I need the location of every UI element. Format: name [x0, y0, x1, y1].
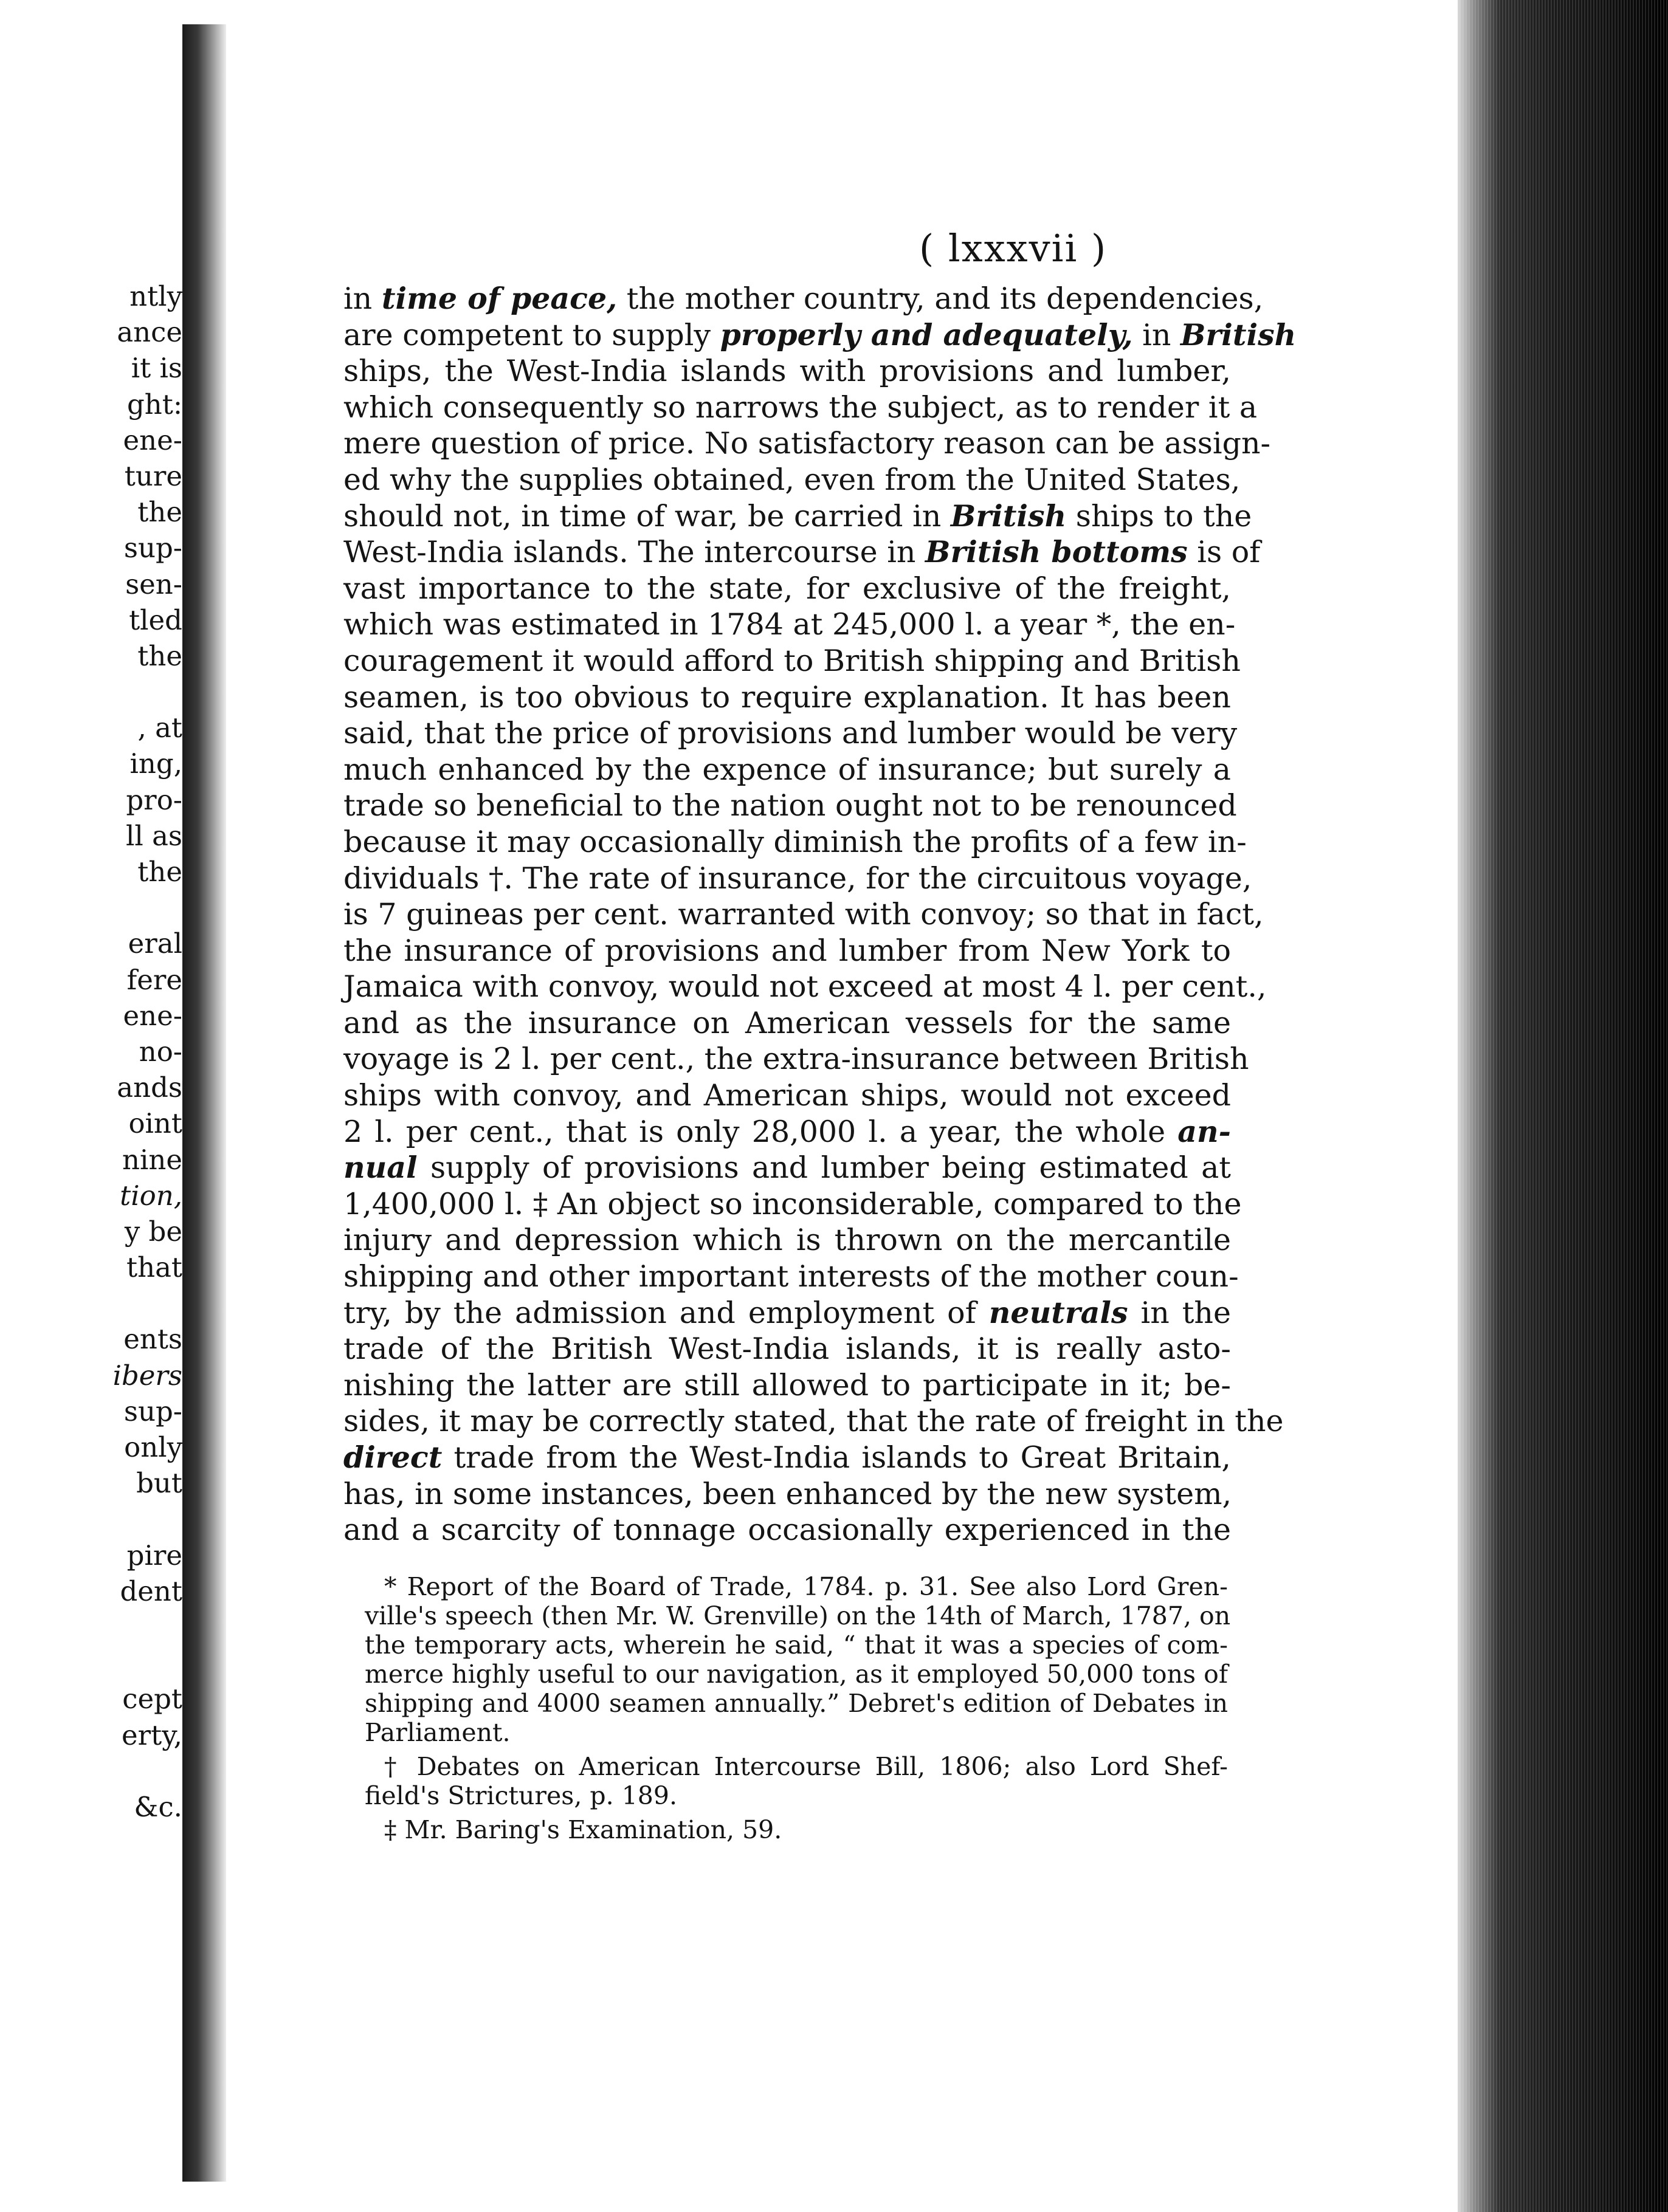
body-line: nual supply of provisions and lumber being estimated at: [343, 1150, 1231, 1186]
body-line: seamen, is too obvious to require explanation. It has been: [343, 679, 1231, 715]
left-fragment-line: sen-: [125, 568, 182, 600]
left-fragment-line: the: [137, 639, 182, 672]
left-fragment-line: but: [136, 1467, 182, 1500]
italic-phrase: time of peace,: [381, 281, 618, 316]
left-fragment-line: ght:: [126, 388, 182, 421]
body-line: is 7 guineas per cent. warranted with convoy; so that in fact,: [343, 897, 1264, 932]
body-line: vast importance to the state, for exclusive of the freight,: [343, 571, 1231, 606]
body-line: said, that the price of provisions and lumber would be very: [343, 716, 1238, 751]
body-line: are competent to supply properly and adequately, in British: [343, 317, 1297, 352]
body-line: should not, in time of war, be carried in British ships to the: [343, 498, 1252, 534]
left-fragment-line: ing,: [129, 747, 182, 780]
footnote-line: ‡ Mr. Baring's Examination, 59.: [384, 1815, 782, 1844]
left-fragment-line: ll as: [125, 819, 182, 852]
left-fragment-line: nine: [122, 1143, 182, 1176]
italic-phrase: British bottoms: [925, 534, 1188, 570]
left-fragment-line: no-: [139, 1035, 182, 1068]
page-edges: [1458, 0, 1668, 2212]
footnote-line: shipping and 4000 seamen annually.” Debret's edition of Debates in: [365, 1689, 1228, 1718]
left-fragment-line: pro-: [126, 783, 182, 816]
left-fragment-line: [0, 1753, 182, 1789]
left-fragment-line: [0, 1645, 182, 1681]
left-fragment-line: [0, 674, 182, 710]
italic-phrase: neutrals: [988, 1294, 1128, 1330]
body-line: dividuals †. The rate of insurance, for the circuitous voyage,: [343, 860, 1252, 896]
page-number: ( lxxxvii ): [919, 226, 1108, 270]
left-page-text-fragments: [0, 278, 182, 1825]
left-fragment-line: ntly: [129, 280, 182, 312]
left-fragment-line: the: [137, 496, 182, 529]
left-fragment-line: pire: [126, 1539, 182, 1571]
body-line: 2 l. per cent., that is only 28,000 l. a year, the whole an-: [343, 1113, 1231, 1149]
body-line: trade of the British West-India islands, it is really asto-: [343, 1331, 1231, 1367]
body-line: injury and depression which is thrown on the mercantile: [343, 1223, 1231, 1258]
body-line: nishing the latter are still allowed to participate in it; be-: [343, 1367, 1231, 1403]
left-fragment-line: ture: [124, 459, 182, 492]
footnote-line: * Report of the Board of Trade, 1784. p. 31. See also Lord Gren-: [384, 1572, 1228, 1601]
italic-phrase: an-: [1177, 1113, 1231, 1149]
italic-phrase: properly and adequately,: [720, 317, 1133, 352]
left-fragment-line: [0, 1501, 182, 1537]
left-fragment-line: &c.: [134, 1790, 182, 1823]
left-fragment-line: [0, 890, 182, 926]
left-fragment-line: dent: [120, 1575, 182, 1607]
body-line: which was estimated in 1784 at 245,000 l. a year *, the en-: [343, 607, 1236, 642]
left-fragment-line: , at: [137, 712, 182, 744]
body-line: mere question of price. No satisfactory reason can be assign-: [343, 426, 1271, 461]
left-fragment-line: oint: [128, 1107, 182, 1140]
body-line: has, in some instances, been enhanced by the new system,: [343, 1476, 1232, 1511]
footnote-line: Parliament.: [365, 1718, 511, 1747]
body-line: voyage is 2 l. per cent., the extra-insurance between British: [343, 1042, 1249, 1077]
left-fragment-line: it is: [131, 352, 182, 385]
left-page: [0, 0, 182, 2212]
footnote-line: † Debates on American Intercourse Bill, 1806; also Lord Shef-: [384, 1752, 1228, 1781]
left-fragment-line: [0, 1285, 182, 1321]
left-fragment-line: tled: [129, 603, 182, 636]
body-line: trade so beneficial to the nation ought not to be renounced: [343, 788, 1237, 823]
left-fragment-line: sup-: [123, 532, 182, 565]
body-line: West-India islands. The intercourse in British bottoms is of: [343, 534, 1261, 570]
body-line: couragement it would afford to British shipping and British: [343, 643, 1241, 678]
left-fragment-line: ene-: [123, 999, 182, 1032]
left-fragment-line: sup-: [123, 1395, 182, 1427]
body-line: direct trade from the West-India islands to Great Britain,: [343, 1440, 1231, 1475]
left-fragment-line: ands: [117, 1071, 182, 1104]
left-fragment-line: erty,: [122, 1719, 182, 1751]
body-text: [343, 281, 1297, 1548]
body-line: Jamaica with convoy, would not exceed at most 4 l. per cent.,: [343, 969, 1267, 1005]
body-line: much enhanced by the expence of insurance; but surely a: [343, 752, 1231, 787]
left-fragment-line: ibers: [112, 1359, 182, 1392]
italic-phrase: direct: [343, 1440, 443, 1475]
body-line: ed why the supplies obtained, even from the United States,: [343, 462, 1241, 497]
body-line: the insurance of provisions and lumber from New York to: [343, 933, 1231, 968]
body-line: 1,400,000 l. ‡ An object so inconsiderable, compared to the: [343, 1186, 1242, 1221]
left-fragment-line: that: [126, 1251, 182, 1284]
left-fragment-line: ene-: [123, 424, 182, 456]
book-gutter: [182, 24, 226, 2182]
body-line: which consequently so narrows the subject, as to render it a: [343, 390, 1258, 425]
left-fragment-line: ance: [117, 316, 182, 349]
left-fragment-line: the: [137, 856, 182, 888]
left-fragment-line: cept: [122, 1683, 182, 1716]
body-line: sides, it may be correctly stated, that the rate of freight in the: [343, 1404, 1284, 1439]
left-fragment-line: eral: [128, 927, 182, 960]
italic-phrase: British: [1180, 317, 1297, 352]
left-fragment-line: y be: [124, 1215, 182, 1248]
left-fragment-line: [0, 1609, 182, 1645]
body-line: ships with convoy, and American ships, would not exceed: [343, 1078, 1231, 1113]
left-fragment-line: fere: [126, 963, 182, 996]
footnotes: [365, 1572, 1231, 1844]
body-line: try, by the admission and employment of neutrals in the: [343, 1294, 1231, 1330]
footnote-line: merce highly useful to our navigation, as it employed 50,000 tons of: [365, 1660, 1228, 1689]
body-line: and as the insurance on American vessels for the same: [343, 1005, 1231, 1040]
footnote-line: the temporary acts, wherein he said, “ that it was a species of com-: [365, 1630, 1228, 1660]
left-fragment-line: ents: [123, 1323, 182, 1356]
body-line: ships, the West-India islands with provisions and lumber,: [343, 354, 1231, 389]
italic-phrase: nual: [343, 1150, 418, 1186]
left-fragment-line: only: [124, 1431, 182, 1463]
body-line: in time of peace, the mother country, and its dependencies,: [343, 281, 1264, 316]
footnote-line: field's Strictures, p. 189.: [365, 1781, 678, 1810]
footnote-line: ville's speech (then Mr. W. Grenville) on the 14th of March, 1787, on: [365, 1601, 1231, 1630]
italic-phrase: British: [950, 498, 1067, 534]
body-line: and a scarcity of tonnage occasionally experienced in the: [343, 1513, 1231, 1548]
body-line: because it may occasionally diminish the profits of a few in-: [343, 824, 1247, 859]
left-fragment-line: tion,: [120, 1179, 182, 1212]
body-line: shipping and other important interests of the mother coun-: [343, 1259, 1239, 1294]
